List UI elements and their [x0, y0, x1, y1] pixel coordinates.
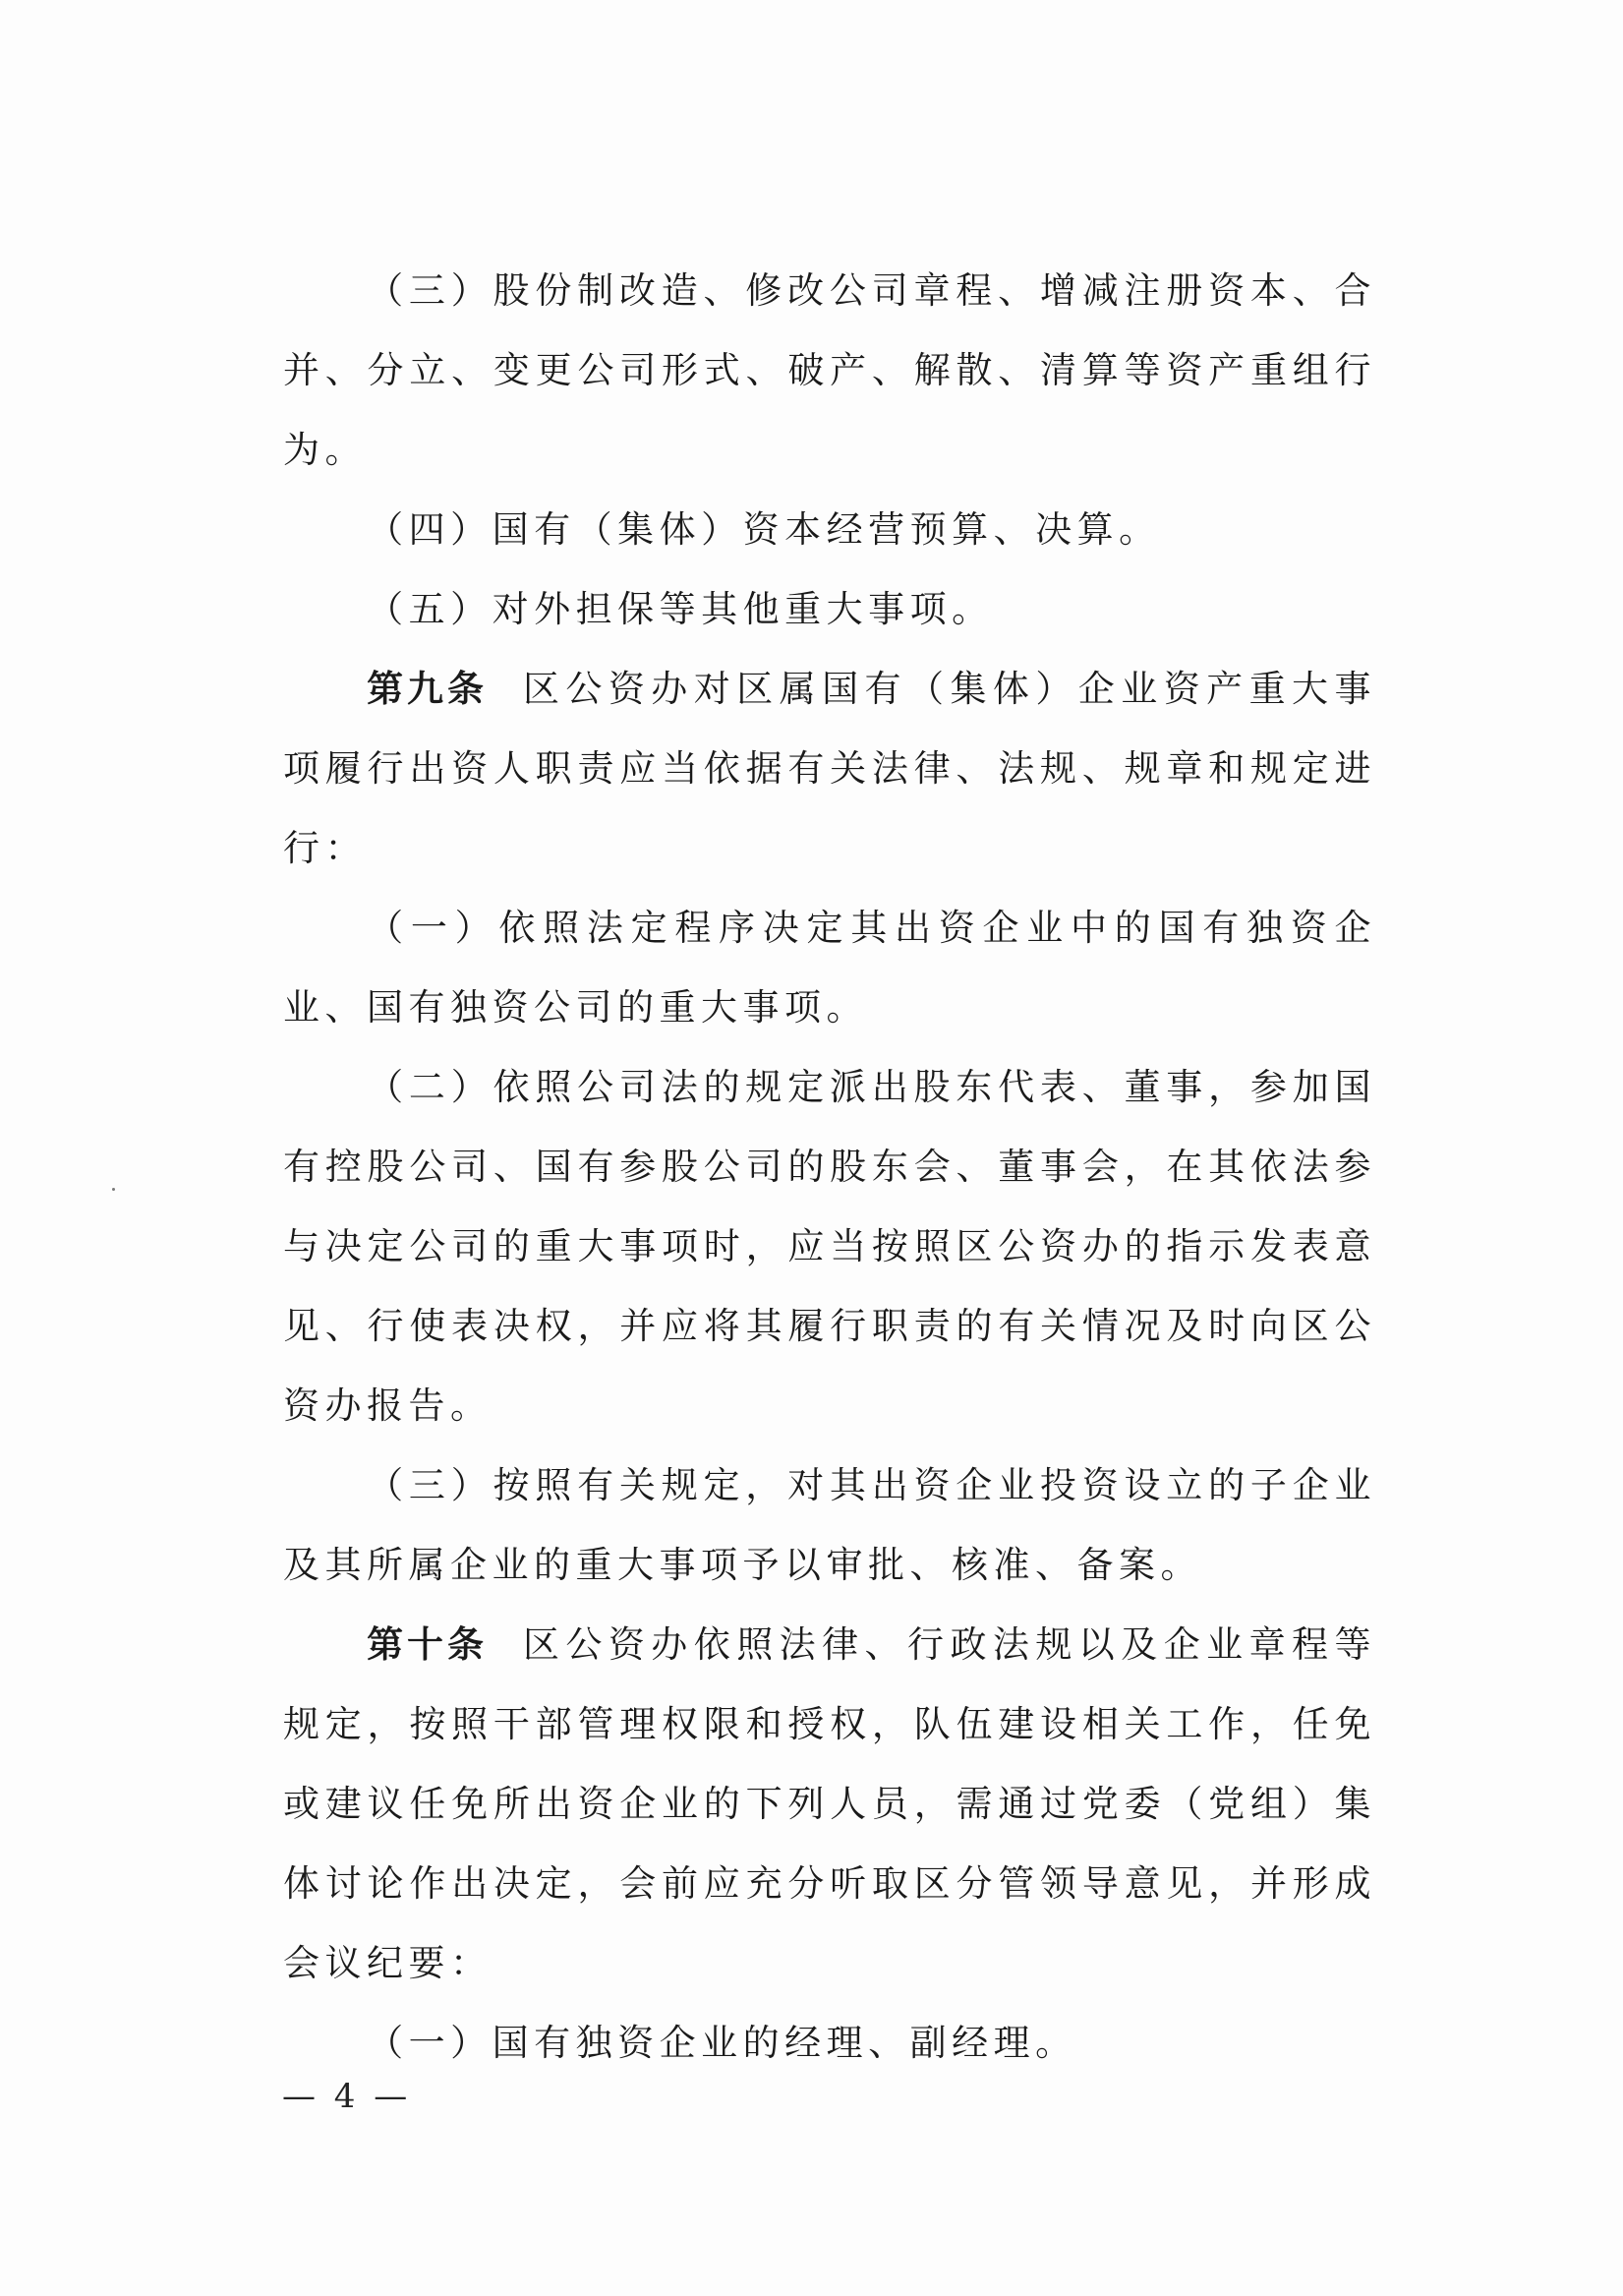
paragraph-text: （三）股份制改造、修改公司章程、增减注册资本、合并、分立、变更公司形式、破产、解散、清算等资产重组行为。 — [283, 269, 1376, 471]
page-number: — 4 — — [282, 2077, 412, 2116]
paragraph-text: （一）国有独资企业的经理、副经理。 — [367, 2022, 1077, 2064]
paragraph-item-3-restructuring — [283, 251, 1376, 490]
article-9-text: 区公资办对区属国有（集体）企业资产重大事项履行出资人职责应当依据有关法律、法规、规章和规定进行： — [283, 668, 1377, 869]
paragraph-text: （二）依照公司法的规定派出股东代表、董事，参加国有控股公司、国有参股公司的股东会、董事会，在其依法参与决定公司的重大事项时，应当按照区公资办的指示发表意见、行使表决权，并应将其履行职责的有关情况及时向区公资办报告。 — [283, 1066, 1376, 1427]
paragraph-article-9-item-1 — [283, 888, 1376, 1047]
paragraph-item-5-guarantee — [283, 569, 1376, 649]
article-9-heading: 第九条 — [367, 668, 488, 710]
scan-speck — [112, 1188, 115, 1191]
paragraph-text: （四）国有（集体）资本经营预算、决算。 — [367, 508, 1161, 551]
paragraph-text: （三）按照有关规定，对其出资企业投资设立的子企业及其所属企业的重大事项予以审批、核准、备案。 — [283, 1464, 1376, 1586]
article-10 — [283, 1605, 1376, 2003]
paragraph-article-10-item-1 — [283, 2003, 1376, 2083]
article-9 — [283, 649, 1376, 888]
paragraph-text: （五）对外担保等其他重大事项。 — [367, 588, 994, 630]
article-10-heading: 第十条 — [367, 1623, 488, 1666]
document-body — [283, 251, 1376, 2083]
paragraph-text: （一）依照法定程序决定其出资企业中的国有独资企业、国有独资公司的重大事项。 — [283, 907, 1376, 1029]
paragraph-article-9-item-3 — [283, 1445, 1376, 1605]
paragraph-article-9-item-2 — [283, 1047, 1376, 1445]
paragraph-item-4-budget — [283, 490, 1376, 569]
article-10-text: 区公资办依照法律、行政法规以及企业章程等规定，按照干部管理权限和授权，队伍建设相关工作，任免或建议任免所出资企业的下列人员，需通过党委（党组）集体讨论作出决定，会前应充分听取区分管领导意见，并形成会议纪要： — [283, 1623, 1377, 1984]
